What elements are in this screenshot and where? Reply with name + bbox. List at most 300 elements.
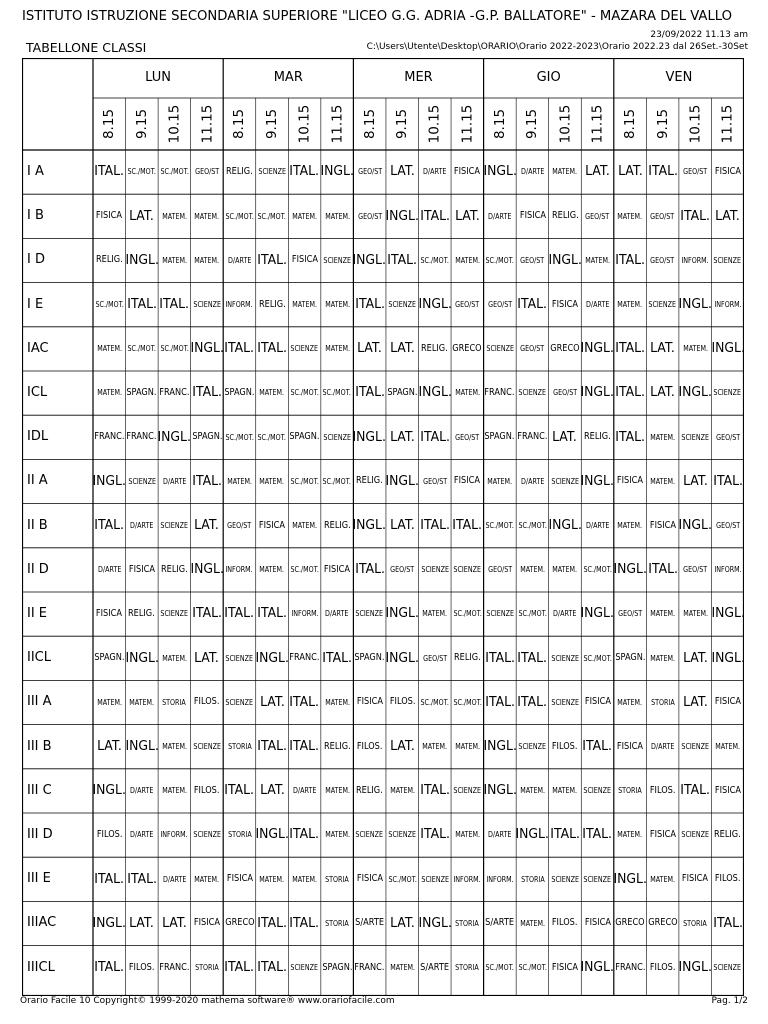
subject-label: SC./MOT. <box>420 697 449 707</box>
subject-label: ITAL. <box>289 737 320 754</box>
subject-label: RELIG. <box>421 342 449 354</box>
timetable-cell <box>549 150 582 194</box>
timetable-cell <box>679 194 712 238</box>
hour-label: 11.15 <box>459 104 476 144</box>
timetable-cell <box>288 592 321 636</box>
hour-label: 10.15 <box>296 104 313 144</box>
timetable-cell <box>419 636 452 680</box>
timetable-cell <box>451 592 484 636</box>
subject-label: RELIG. <box>226 166 253 178</box>
timetable-cell <box>223 769 256 813</box>
subject-label: SC./MOT. <box>225 211 254 221</box>
hour-header <box>419 100 452 148</box>
timetable-cell <box>321 459 354 503</box>
timetable-cell <box>581 459 614 503</box>
timetable-cell <box>679 592 712 636</box>
timetable-cell <box>451 283 484 327</box>
subject-label: SC./MOT. <box>453 609 482 619</box>
timetable-cell <box>353 194 386 238</box>
subject-label: MATEM. <box>650 609 676 619</box>
timetable-cell <box>386 194 419 238</box>
timetable-cell <box>126 769 159 813</box>
timetable-cell <box>711 636 744 680</box>
subject-label: FISICA <box>356 873 383 885</box>
subject-label: ITAL. <box>452 516 483 533</box>
subject-label: INGL. <box>580 340 615 357</box>
timetable-cell <box>126 813 159 857</box>
timetable-cell <box>191 327 224 371</box>
subject-label: ITAL. <box>680 782 710 799</box>
subject-label: SCIENZE <box>160 520 189 530</box>
timetable-cell <box>549 238 582 282</box>
timetable-cell <box>126 238 159 282</box>
timetable-cell <box>288 548 321 592</box>
timetable-cell <box>93 636 126 680</box>
subject-label: MATEM. <box>650 874 676 884</box>
timetable-cell <box>646 415 679 459</box>
subject-label: INFORM. <box>290 609 319 619</box>
timetable-cell <box>158 725 191 769</box>
timetable-cell <box>484 238 517 282</box>
subject-label: INGL. <box>255 826 289 843</box>
timetable-cell <box>419 150 452 194</box>
subject-label: SC./MOT. <box>322 388 352 398</box>
subject-label: INFORM. <box>160 830 189 840</box>
hour-header <box>679 100 712 148</box>
timetable-cell <box>484 680 517 724</box>
timetable-cell <box>516 548 549 592</box>
timetable-cell <box>93 548 126 592</box>
timetable-cell <box>451 415 484 459</box>
hour-label: 11.15 <box>198 104 215 144</box>
subject-label: SCIENZE <box>290 344 319 354</box>
timetable-cell <box>223 680 256 724</box>
subject-label: GEO/ST <box>194 167 219 177</box>
timetable-cell <box>711 371 744 415</box>
subject-label: INGL. <box>678 516 712 533</box>
timetable-cell <box>614 194 647 238</box>
subject-label: ITAL. <box>94 958 125 975</box>
class-name: IDL <box>27 429 49 445</box>
subject-label: MATEM. <box>520 786 545 796</box>
timetable-cell <box>223 504 256 548</box>
subject-label: INGL. <box>125 251 159 268</box>
subject-label: MATEM. <box>259 476 285 486</box>
timetable-cell <box>191 415 224 459</box>
timetable-cell <box>321 504 354 548</box>
hour-header <box>288 100 321 148</box>
timetable-cell <box>288 813 321 857</box>
class-name: I D <box>27 252 45 268</box>
timetable-cell <box>484 504 517 548</box>
timetable-cell <box>484 769 517 813</box>
timetable-cell <box>679 327 712 371</box>
subject-label: SC./MOT. <box>518 520 547 530</box>
timetable-cell <box>386 371 419 415</box>
timetable-cell <box>614 901 647 945</box>
subject-label: MATEM. <box>161 786 187 796</box>
subject-label: FISICA <box>584 696 611 708</box>
subject-label: FISICA <box>617 475 644 487</box>
subject-label: ITAL. <box>354 384 385 401</box>
timetable-cell <box>126 504 159 548</box>
subject-label: D/ARTE <box>488 211 512 221</box>
timetable-cell <box>353 857 386 901</box>
subject-label: FRANC. <box>354 961 385 973</box>
timetable-cell <box>126 415 159 459</box>
subject-label: GEO/ST <box>618 609 643 619</box>
class-name: I E <box>27 296 44 312</box>
timetable-cell <box>93 238 126 282</box>
subject-label: FISICA <box>682 873 709 885</box>
subject-label: INGL. <box>92 914 126 931</box>
subject-label: INGL. <box>125 737 159 754</box>
subject-label: MATEM. <box>650 432 676 442</box>
timetable-cell <box>679 857 712 901</box>
timetable-cell <box>516 283 549 327</box>
subject-label: ITAL. <box>419 782 450 799</box>
timetable-cell <box>581 415 614 459</box>
timetable-cell <box>646 548 679 592</box>
subject-label: INGL. <box>190 561 224 578</box>
timetable-cell <box>581 725 614 769</box>
subject-label: SCIENZE <box>420 874 449 884</box>
timetable-cell <box>386 946 419 990</box>
timetable-cell <box>614 150 647 194</box>
timetable-cell <box>126 327 159 371</box>
subject-label: MATEM. <box>422 741 448 751</box>
timetable-cell <box>614 946 647 990</box>
subject-label: LAT. <box>650 340 676 357</box>
timetable-cell <box>646 901 679 945</box>
timetable-cell <box>581 946 614 990</box>
timetable-cell <box>711 725 744 769</box>
subject-label: FRANC. <box>614 961 646 973</box>
timetable-cell <box>353 813 386 857</box>
subject-label: GEO/ST <box>650 255 675 265</box>
timetable-cell <box>93 150 126 194</box>
subject-label: FISICA <box>714 784 741 796</box>
subject-label: FISICA <box>454 475 481 487</box>
subject-label: MATEM. <box>324 786 350 796</box>
timetable-cell <box>419 680 452 724</box>
timetable-cell <box>223 946 256 990</box>
hour-header <box>321 100 354 148</box>
subject-label: GEO/ST <box>357 211 382 221</box>
subject-label: LAT. <box>585 163 610 180</box>
class-name: II B <box>27 517 48 533</box>
timetable-cell <box>711 504 744 548</box>
timetable-cell <box>679 238 712 282</box>
subject-label: GEO/ST <box>390 565 415 575</box>
hour-label: 8.15 <box>491 108 508 140</box>
timetable-cell <box>516 769 549 813</box>
timetable-cell <box>646 857 679 901</box>
timetable-cell <box>679 636 712 680</box>
subject-label: RELIG. <box>323 740 351 752</box>
subject-label: ITAL. <box>224 958 255 975</box>
subject-label: SPAGN. <box>387 387 418 399</box>
hour-label: 9.15 <box>394 108 411 140</box>
subject-label: FISICA <box>649 829 676 841</box>
timetable-cell <box>158 371 191 415</box>
timetable-cell <box>256 459 289 503</box>
day-header-gio: GIO <box>536 70 561 85</box>
timetable-cell <box>191 592 224 636</box>
timetable-cell <box>516 371 549 415</box>
subject-label: FISICA <box>584 917 611 929</box>
timetable-cell <box>549 636 582 680</box>
timetable-cell <box>223 327 256 371</box>
subject-label: INFORM. <box>225 299 254 309</box>
timetable-cell <box>321 194 354 238</box>
timetable-cell <box>256 680 289 724</box>
timetable-cell <box>451 946 484 990</box>
subject-label: MATEM. <box>487 476 513 486</box>
subject-label: INGL. <box>385 605 419 622</box>
timetable-cell <box>321 857 354 901</box>
timetable-cell <box>549 459 582 503</box>
day-header-ven: VEN <box>665 70 693 85</box>
timetable-cell <box>288 194 321 238</box>
timetable-cell <box>93 901 126 945</box>
timetable-cell <box>646 150 679 194</box>
timetable-cell <box>191 504 224 548</box>
subject-label: FILOS. <box>356 740 383 752</box>
timetable-cell <box>223 415 256 459</box>
timetable-cell <box>679 150 712 194</box>
subject-label: D/ARTE <box>97 565 121 575</box>
subject-label: GEO/ST <box>683 565 708 575</box>
subject-label: FISICA <box>714 166 741 178</box>
timetable-cell <box>419 194 452 238</box>
timetable-cell <box>581 548 614 592</box>
timetable-cell <box>581 238 614 282</box>
subject-label: INFORM. <box>714 565 742 575</box>
subject-label: MATEM. <box>389 786 415 796</box>
timetable-cell <box>419 327 452 371</box>
timetable-cell <box>386 415 419 459</box>
timetable-cell <box>256 504 289 548</box>
subject-label: STORIA <box>683 918 707 928</box>
timetable-cell <box>321 725 354 769</box>
timetable-cell <box>223 901 256 945</box>
timetable-cell <box>223 283 256 327</box>
subject-label: ITAL. <box>94 163 125 180</box>
timetable-cell <box>321 238 354 282</box>
subject-label: MATEM. <box>292 299 317 309</box>
timetable-cell <box>549 857 582 901</box>
subject-label: SCIENZE <box>713 962 742 972</box>
timetable-cell <box>223 636 256 680</box>
timetable-cell <box>679 548 712 592</box>
subject-label: INGL. <box>320 163 354 180</box>
timetable-cell <box>321 371 354 415</box>
subject-label: INGL. <box>352 251 387 268</box>
timetable-cell <box>288 636 321 680</box>
hour-header <box>484 100 517 148</box>
timetable-cell <box>158 459 191 503</box>
subject-label: STORIA <box>195 962 219 972</box>
timetable-cell <box>93 857 126 901</box>
timetable-cell <box>711 459 744 503</box>
timetable-cell <box>126 946 159 990</box>
document-title: ISTITUTO ISTRUZIONE SECONDARIA SUPERIORE "LICEO G.G. ADRIA -G.P. BALLATORE" - MAZARA DEL VALLO <box>22 9 733 24</box>
subject-label: ITAL. <box>224 605 255 622</box>
timetable-cell <box>419 592 452 636</box>
subject-label: SC./MOT. <box>322 476 352 486</box>
subject-label: SC./MOT. <box>485 962 515 972</box>
subject-label: LAT. <box>715 207 741 224</box>
subject-label: MATEM. <box>324 211 350 221</box>
timetable-cell <box>516 857 549 901</box>
subject-label: GEO/ST <box>455 299 480 309</box>
timetable-cell <box>256 415 289 459</box>
timetable-cell <box>484 283 517 327</box>
subject-label: ITAL. <box>257 605 287 622</box>
timetable-cell <box>191 857 224 901</box>
subject-label: INGL. <box>580 958 615 975</box>
timetable-cell <box>419 415 452 459</box>
timetable-cell <box>451 769 484 813</box>
hour-label: 10.15 <box>556 104 573 144</box>
subject-label: INGL. <box>483 737 517 754</box>
subject-label: ITAL. <box>615 428 645 445</box>
subject-label: ITAL. <box>485 693 515 710</box>
timetable-cell <box>93 504 126 548</box>
subject-label: ITAL. <box>647 561 678 578</box>
subject-label: SCIENZE <box>225 697 254 707</box>
timetable-cell <box>223 150 256 194</box>
class-name: I B <box>27 208 44 224</box>
subject-label: LAT. <box>389 340 415 357</box>
timetable-cell <box>126 283 159 327</box>
timetable-cell <box>93 327 126 371</box>
timetable-cell <box>516 150 549 194</box>
subject-label: ITAL. <box>647 163 678 180</box>
timetable-cell <box>126 459 159 503</box>
subject-label: RELIG. <box>356 475 384 487</box>
subject-label: SCIENZE <box>551 653 579 663</box>
timetable-cell <box>158 504 191 548</box>
subject-label: SPAGN. <box>191 431 223 443</box>
subject-label: MATEM. <box>324 344 350 354</box>
page-number: Pag. 1/2 <box>711 996 748 1006</box>
subject-label: FILOS. <box>194 696 220 708</box>
timetable-cell <box>484 636 517 680</box>
timetable-cell <box>321 769 354 813</box>
timetable-cell <box>646 680 679 724</box>
subject-label: MATEM. <box>161 653 187 663</box>
subject-label: SPAGN. <box>322 961 353 973</box>
subject-label: MATEM. <box>161 255 187 265</box>
subject-label: MATEM. <box>129 697 155 707</box>
subject-label: ITAL. <box>192 472 222 489</box>
subject-label: ITAL. <box>517 649 548 666</box>
timetable-cell <box>646 813 679 857</box>
subject-label: ITAL. <box>94 870 125 887</box>
subject-label: FISICA <box>454 166 481 178</box>
timetable-cell <box>549 371 582 415</box>
subject-label: SCIENZE <box>583 874 612 884</box>
subject-label: LAT. <box>194 649 220 666</box>
subject-label: INGL. <box>613 561 647 578</box>
subject-label: ITAL. <box>289 914 320 931</box>
timetable-cell <box>646 238 679 282</box>
timetable-cell <box>223 548 256 592</box>
hour-label: 11.15 <box>719 104 736 144</box>
timetable-cell <box>614 238 647 282</box>
timetable-cell <box>93 459 126 503</box>
timetable-cell <box>646 636 679 680</box>
subject-label: D/ARTE <box>162 874 187 884</box>
timetable-cell <box>288 459 321 503</box>
subject-label: ITAL. <box>224 340 255 357</box>
timetable-cell <box>223 238 256 282</box>
subject-label: GEO/ST <box>455 432 480 442</box>
timetable-cell <box>386 857 419 901</box>
subject-label: D/ARTE <box>130 786 154 796</box>
hour-header <box>223 100 256 148</box>
subject-label: FILOS. <box>552 917 578 929</box>
class-name: III C <box>27 782 52 798</box>
subject-label: LAT. <box>682 649 708 666</box>
hour-header <box>191 100 224 148</box>
subject-label: LAT. <box>389 914 415 931</box>
timetable-cell <box>549 680 582 724</box>
subject-label: SCIENZE <box>258 167 286 177</box>
subject-label: STORIA <box>455 918 480 928</box>
subject-label: SC./MOT. <box>453 697 482 707</box>
timetable-cell <box>158 238 191 282</box>
subject-label: SCIENZE <box>388 830 416 840</box>
subject-label: FISICA <box>551 961 579 973</box>
timetable-cell <box>158 194 191 238</box>
timetable-cell <box>679 504 712 548</box>
subject-label: FRANC. <box>289 652 320 664</box>
subject-label: INGL. <box>710 340 745 357</box>
subject-label: SPAGN. <box>224 387 255 399</box>
timetable-cell <box>191 946 224 990</box>
subject-label: D/ARTE <box>423 167 447 177</box>
timetable-cell <box>191 636 224 680</box>
timetable-cell <box>321 283 354 327</box>
hour-label: 8.15 <box>622 108 639 140</box>
timetable-cell <box>451 548 484 592</box>
subject-label: SC./MOT. <box>225 432 254 442</box>
timetable-cell <box>93 725 126 769</box>
subject-label: FRANC. <box>484 387 515 399</box>
subject-label: FISICA <box>226 873 253 885</box>
timetable-cell <box>158 680 191 724</box>
subject-label: SCIENZE <box>128 476 156 486</box>
timetable-cell <box>516 901 549 945</box>
subject-label: SC./MOT. <box>420 255 449 265</box>
footer-copyright: Orario Facile 10 Copyright© 1999-2020 mathema software® www.orariofacile.com <box>20 996 395 1006</box>
timetable-cell <box>711 327 744 371</box>
subject-label: INGL. <box>385 472 419 489</box>
timetable-cell <box>288 504 321 548</box>
subject-label: SC./MOT. <box>257 432 287 442</box>
hour-header <box>256 100 289 148</box>
timetable-cell <box>451 238 484 282</box>
timetable-cell <box>386 725 419 769</box>
timetable-cell <box>516 327 549 371</box>
timetable-cell <box>158 415 191 459</box>
subject-label: INFORM. <box>225 565 254 575</box>
subject-label: FISICA <box>551 298 579 310</box>
subject-label: D/ARTE <box>553 609 577 619</box>
